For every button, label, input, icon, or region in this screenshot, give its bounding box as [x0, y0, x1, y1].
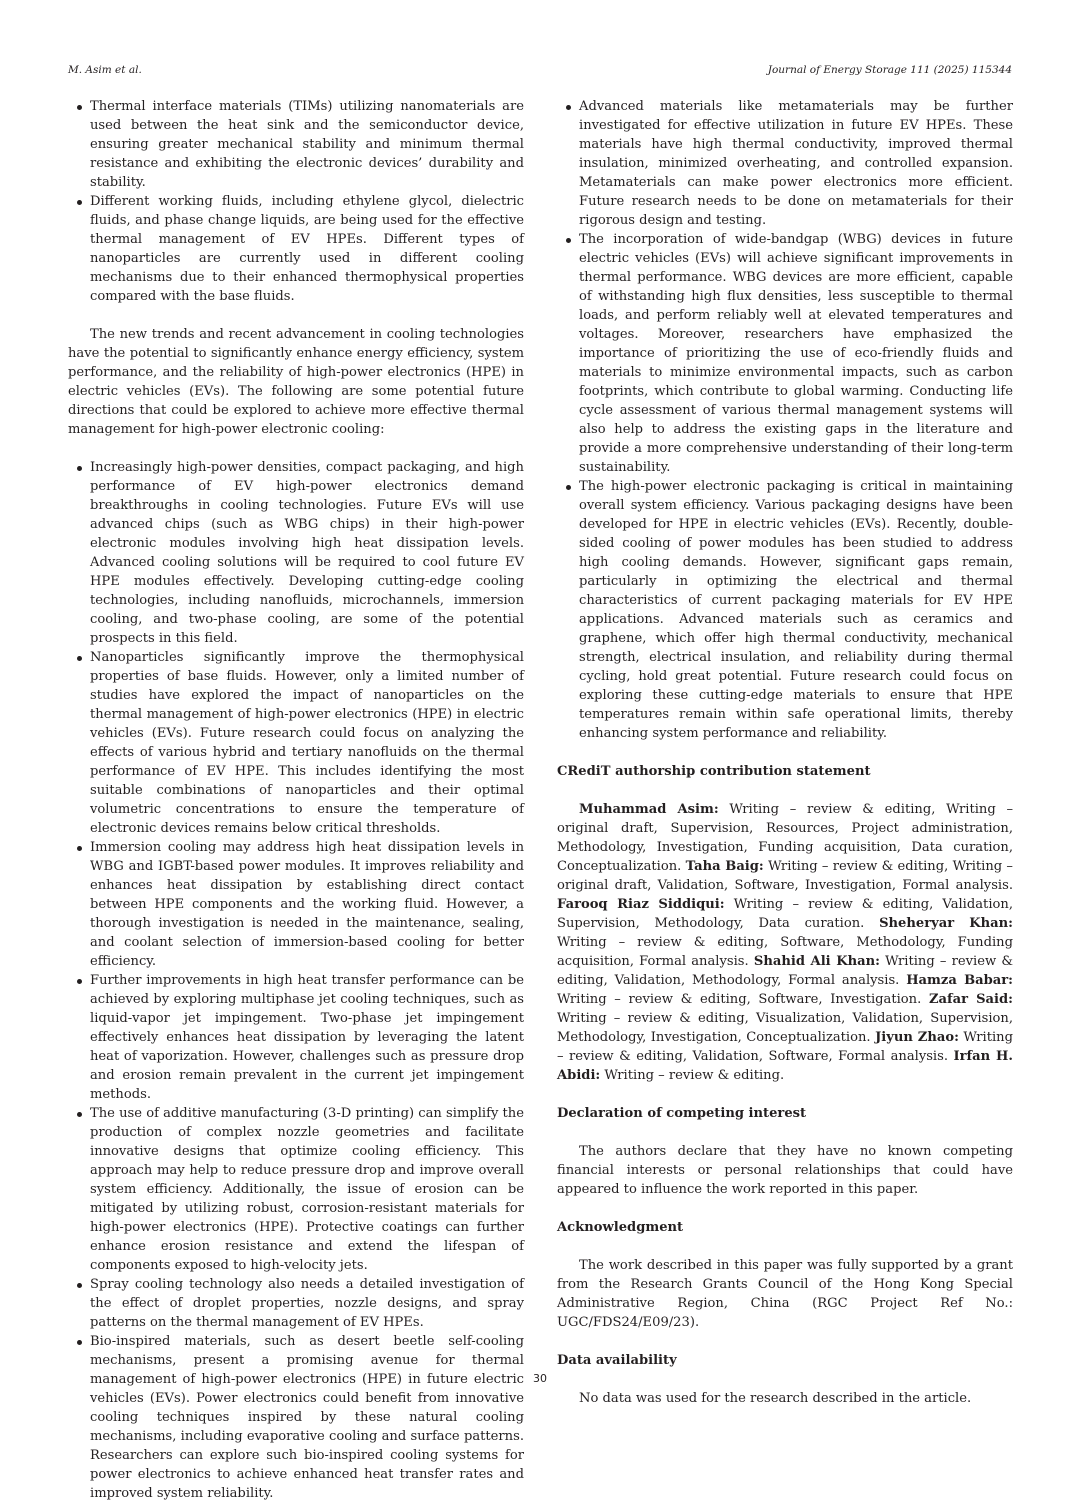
list-item: Bio-inspired materials, such as desert beetle self-cooling mechanisms, present a promising avenue for thermal management of high-power electronics (HPE) in future electric vehicles (EVs). Power electronics could benefit from innovative cooling techniques inspired by these natural cooling mechanisms, including evaporative cooling and surface patterns. Researchers can explore such bio-inspired cooling systems for power electronics to achieve enhanced heat transfer rates and improved system reliability.: [68, 1332, 524, 1503]
credit-heading: CRediT authorship contribution statement: [557, 764, 871, 779]
list-item: Further improvements in high heat transfer performance can be achieved by exploring multiphase jet cooling techniques, such as liquid-vapor jet impingement. Two-phase jet impingement effectively enhances heat dissipation by leveraging the latent heat of vaporization. However, challenges such as pressure drop and erosion remain prevalent in the current jet impingement methods.: [68, 971, 524, 1104]
right-column: [557, 97, 1013, 1408]
author-name: Shahid Ali Khan:: [753, 954, 880, 969]
data-availability-text: No data was used for the research described in the article.: [579, 1391, 972, 1406]
future-directions-list: [68, 458, 524, 1503]
data-availability-heading: Data availability: [557, 1353, 677, 1368]
author-name: Irfan H. Abidi:: [557, 1049, 1013, 1083]
author-name: Taha Baig:: [685, 859, 764, 874]
author-roles: Writing – review & editing, Visualization, Validation, Supervision, Methodology, Investigation, Conceptualization.: [557, 1011, 1013, 1045]
author-name: Hamza Babar:: [906, 973, 1013, 988]
author-roles: Writing – review & editing, Software, Investigation.: [557, 992, 929, 1007]
author-name: Muhammad Asim:: [579, 802, 719, 817]
running-head-authors: M. Asim et al.: [68, 64, 142, 76]
author-roles: Writing – review & editing.: [600, 1068, 785, 1083]
author-roles: Writing – review & editing, Writing – original draft, Validation, Software, Investigation, Formal analysis.: [557, 859, 1013, 893]
author-roles: Writing – review & editing, Writing – original draft, Supervision, Resources, Project administration, Methodology, Investigation, Funding acquisition, Data curation, Conceptualization.: [557, 802, 1013, 874]
list-item: The high-power electronic packaging is critical in maintaining overall system efficiency. Various packaging designs have been developed for HPE in electric vehicles (EVs). Recently, double-sided cooling of power modules has been studied to address high cooling demands. However, significant gaps remain, particularly in optimizing the electrical and thermal characteristics of current packaging materials for EV HPE applications. Advanced materials such as ceramics and graphene, which offer high thermal conductivity, mechanical strength, electrical insulation, and reliability during thermal cycling, hold great potential. Future research could focus on exploring these cutting-edge materials to ensure that HPE temperatures remain within safe operational limits, thereby enhancing system performance and reliability.: [557, 477, 1013, 743]
list-item: Thermal interface materials (TIMs) utilizing nanomaterials are used between the heat sink and the semiconductor device, ensuring greater mechanical stability and minimum thermal resistance and exhibiting the electronic devices’ durability and stability.: [68, 97, 524, 192]
competing-interest-text: The authors declare that they have no known competing financial interests or personal relationships that could have appeared to influence the work reported in this paper.: [557, 1144, 1013, 1197]
left-column: [68, 97, 524, 1503]
acknowledgment-heading: Acknowledgment: [557, 1220, 684, 1235]
running-head-journal: Journal of Energy Storage 111 (2025) 115344: [767, 64, 1012, 76]
acknowledgment-text: The work described in this paper was fully supported by a grant from the Research Grants Council of the Hong Kong Special Administrative Region, China (RGC Project Ref No.: UGC/FDS24/E09/23).: [557, 1258, 1013, 1330]
list-item: Advanced materials like metamaterials may be further investigated for effective utilization in future EV HPEs. These materials have high thermal conductivity, improved thermal insulation, minimized overheating, and controlled expansion. Metamaterials can make power electronics more efficient. Future research needs to be done on metamaterials for their rigorous design and testing.: [557, 97, 1013, 230]
author-roles: Writing – review & editing, Software, Methodology, Funding acquisition, Formal analysis.: [557, 935, 1013, 969]
author-roles: Writing – review & editing, Validation, Software, Formal analysis.: [557, 1030, 1013, 1064]
current-trends-list: [68, 97, 524, 306]
list-item: Immersion cooling may address high heat dissipation levels in WBG and IGBT-based power modules. It improves reliability and enhances heat dissipation by establishing direct contact between HPE components and the working fluid. However, a thorough investigation is needed in the maintenance, sealing, and coolant selection of immersion-based cooling for better efficiency.: [68, 838, 524, 971]
author-name: Sheheryar Khan:: [879, 916, 1013, 931]
list-item: Spray cooling technology also needs a detailed investigation of the effect of droplet properties, nozzle designs, and spray patterns on the thermal management of EV HPEs.: [68, 1275, 524, 1332]
list-item: Different working fluids, including ethylene glycol, dielectric fluids, and phase change liquids, are being used for the effective thermal management of EV HPEs. Different types of nanoparticles are currently used in different cooling mechanisms due to their enhanced thermophysical properties compared with the base fluids.: [68, 192, 524, 306]
author-name: Farooq Riaz Siddiqui:: [557, 897, 725, 912]
future-directions-list-continued: [557, 97, 1013, 743]
list-item: The use of additive manufacturing (3-D printing) can simplify the production of complex nozzle geometries and facilitate innovative designs that optimize cooling efficiency. This approach may help to reduce pressure drop and improve overall system efficiency. Additionally, the issue of erosion can be mitigated by utilizing robust, corrosion-resistant materials for high-power electronics (HPE). Protective coatings can further enhance erosion resistance and extend the lifespan of components exposed to high-velocity jets.: [68, 1104, 524, 1275]
credit-statement: [557, 800, 1013, 1085]
list-item: The incorporation of wide-bandgap (WBG) devices in future electric vehicles (EVs) will achieve significant improvements in thermal performance. WBG devices are more efficient, capable of withstanding high flux densities, less susceptible to thermal loads, and perform reliably well at elevated temperatures and voltages. Moreover, researchers have emphasized the importance of prioritizing the use of eco-friendly fluids and materials to minimize environmental impacts, such as carbon footprints, which contribute to global warming. Conducting life cycle assessment of various thermal management systems will also help to address the existing gaps in the literature and provide a more comprehensive understanding of their long-term sustainability.: [557, 230, 1013, 477]
page-number: 30: [533, 1372, 547, 1385]
competing-interest-heading: Declaration of competing interest: [557, 1106, 807, 1121]
author-name: Jiyun Zhao:: [875, 1030, 959, 1045]
future-directions-intro: The new trends and recent advancement in cooling technologies have the potential to significantly enhance energy efficiency, system performance, and the reliability of high-power electronics (HPE) in electric vehicles (EVs). The following are some potential future directions that could be explored to achieve more effective thermal management for high-power electronic cooling:: [68, 327, 524, 437]
list-item: Increasingly high-power densities, compact packaging, and high performance of EV high-power electronics demand breakthroughs in cooling technologies. Future EVs will use advanced chips (such as WBG chips) in their high-power electronic modules involving high heat dissipation levels. Advanced cooling solutions will be required to cool future EV HPE modules effectively. Developing cutting-edge cooling technologies, including nanofluids, microchannels, immersion cooling, and two-phase cooling, are some of the potential prospects in this field.: [68, 458, 524, 648]
list-item: Nanoparticles significantly improve the thermophysical properties of base fluids. However, only a limited number of studies have explored the impact of nanoparticles on the thermal management of high-power electronics (HPE) in electric vehicles (EVs). Future research could focus on analyzing the effects of various hybrid and tertiary nanofluids on the thermal performance of EV HPE. This includes identifying the most suitable combinations of nanoparticles and their optimal volumetric concentrations to ensure the temperature of electronic devices remains below critical thresholds.: [68, 648, 524, 838]
author-roles: Writing – review & editing, Validation, Supervision, Methodology, Data curation.: [557, 897, 1013, 931]
author-name: Zafar Said:: [928, 992, 1013, 1007]
author-roles: Writing – review & editing, Validation, Methodology, Formal analysis.: [557, 954, 1014, 988]
